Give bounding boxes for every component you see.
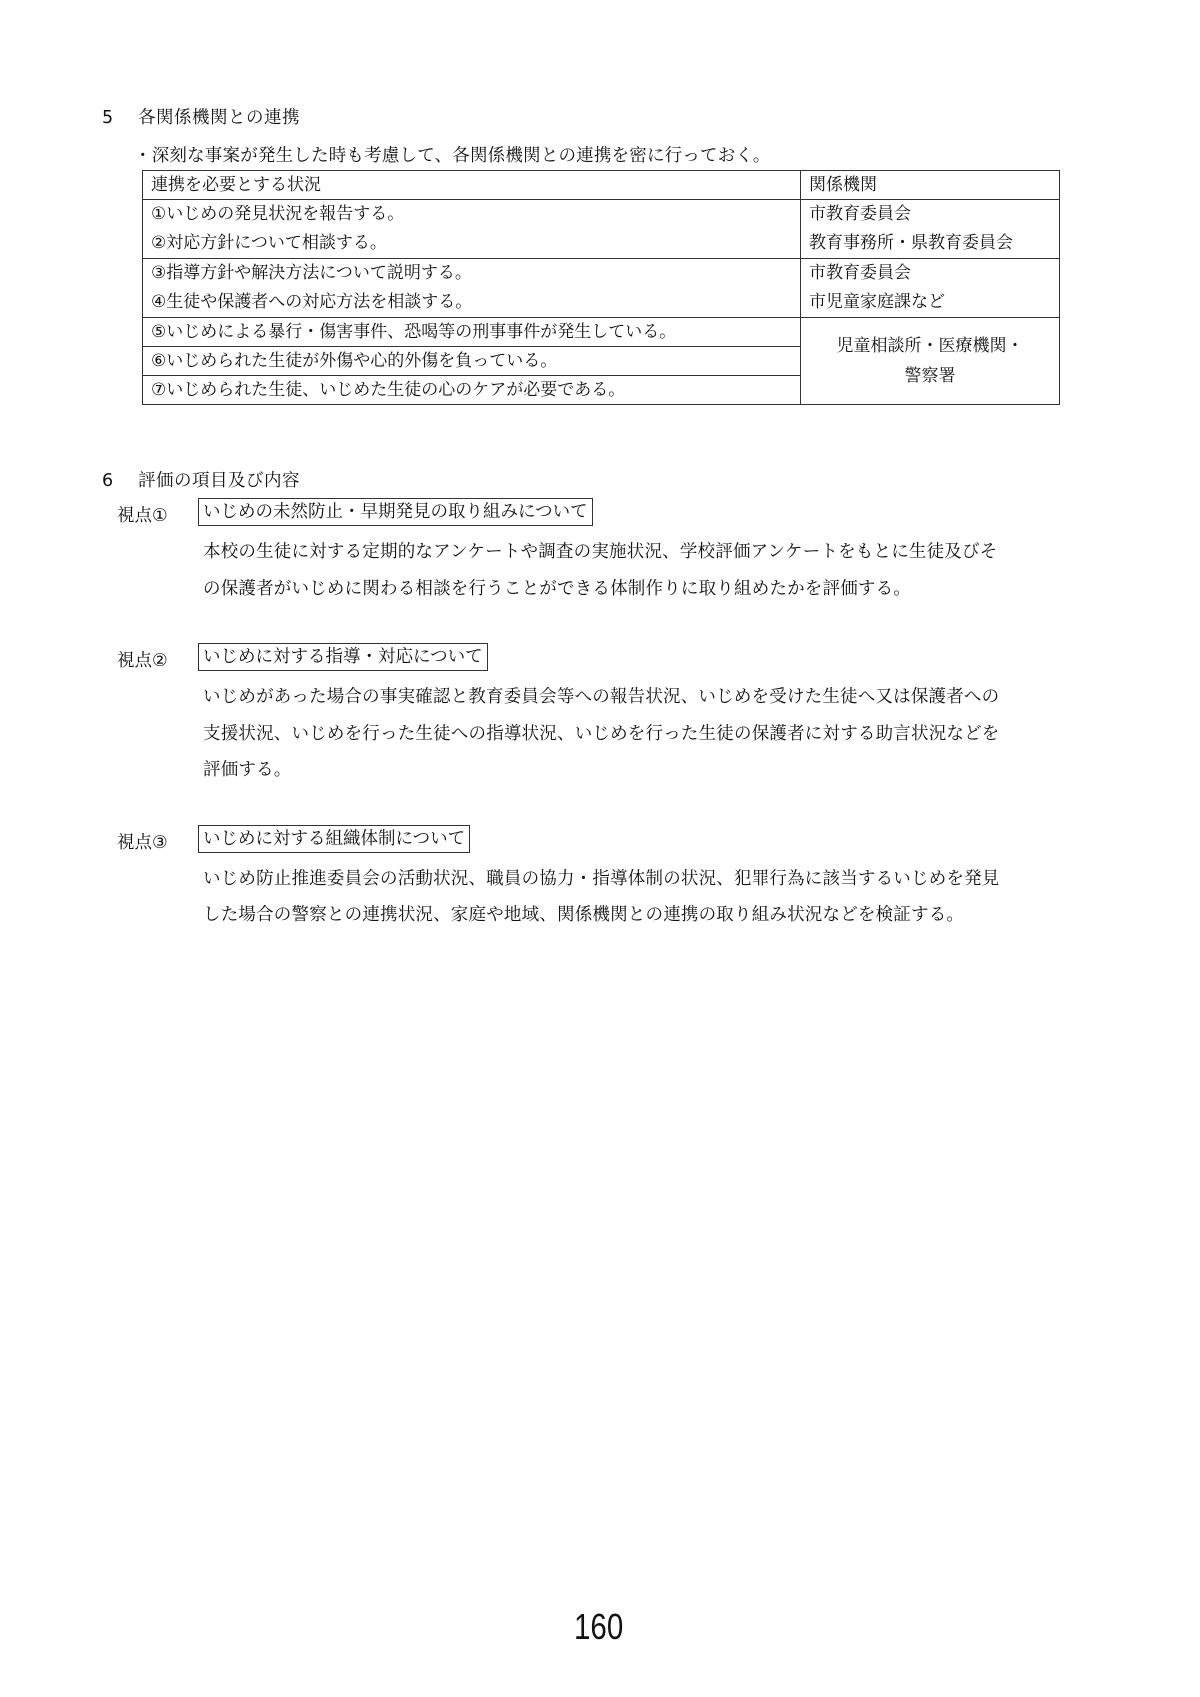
agency-item: 警察署: [904, 366, 956, 386]
situation-item: ⑥いじめられた生徒が外傷や心的外傷を負っている。: [143, 347, 801, 376]
situation-cell: [143, 200, 801, 259]
table-row: [143, 318, 1060, 347]
section-5-title: 各関係機関との連携: [138, 108, 300, 128]
viewpoint-3-line: した場合の警察との連携状況、家庭や地域、関係機関との連携の取り組み状況などを検証する。: [203, 905, 965, 925]
liaison-table: [142, 170, 1060, 405]
table-header-row: [143, 171, 1060, 200]
situation-item: ③指導方針や解決方法について説明する。: [151, 263, 472, 283]
situation-item: ①いじめの発見状況を報告する。: [151, 204, 405, 224]
viewpoint-1-line: の保護者がいじめに関わる相談を行うことができる体制作りに取り組めたかを評価する。: [203, 579, 911, 599]
viewpoint-2-line: 支援状況、いじめを行った生徒への指導状況、いじめを行った生徒の保護者に対する助言状況などを: [203, 724, 1000, 744]
agency-item: 市教育委員会: [809, 263, 911, 283]
viewpoint-2-line: 評価する。: [203, 760, 292, 780]
situation-item: ⑦いじめられた生徒、いじめた生徒の心のケアが必要である。: [143, 376, 801, 405]
viewpoint-3-label: 視点③: [117, 833, 168, 853]
viewpoint-1-label: 視点①: [117, 506, 168, 526]
viewpoint-3-topic: いじめに対する組織体制について: [198, 825, 470, 853]
header-agency: 関係機関: [801, 171, 1060, 200]
page-number: 160: [574, 1606, 624, 1647]
viewpoint-1-topic: いじめの未然防止・早期発見の取り組みについて: [198, 498, 593, 526]
situation-item: ④生徒や保護者への対応方法を相談する。: [151, 292, 473, 312]
agency-item: 児童相談所・医療機関・: [836, 336, 1024, 356]
agency-item: 教育事務所・県教育委員会: [809, 233, 1013, 253]
agency-cell: [801, 318, 1060, 405]
agency-cell: [801, 259, 1060, 318]
agency-item: 市教育委員会: [809, 204, 911, 224]
header-situation: 連携を必要とする状況: [143, 171, 801, 200]
situation-item: ⑤いじめによる暴行・傷害事件、恐喝等の刑事事件が発生している。: [143, 318, 801, 347]
situation-item: ②対応方針について相談する。: [151, 233, 387, 253]
viewpoint-3-line: いじめ防止推進委員会の活動状況、職員の協力・指導体制の状況、犯罪行為に該当するいじめを発見: [203, 869, 1000, 889]
table-row: [143, 200, 1060, 259]
section-5-note: ・深刻な事案が発生した時も考慮して、各関係機関との連携を密に行っておく。: [134, 146, 771, 166]
situation-cell: [143, 259, 801, 318]
viewpoint-2-topic: いじめに対する指導・対応について: [198, 643, 488, 671]
section-6-heading: [102, 467, 300, 492]
section-5-heading: [102, 104, 300, 129]
section-5-number: 5: [102, 108, 114, 128]
viewpoint-2-label: 視点②: [117, 651, 168, 671]
table-row: [143, 259, 1060, 318]
agency-item: 市児童家庭課など: [809, 292, 945, 312]
viewpoint-2-line: いじめがあった場合の事実確認と教育委員会等への報告状況、いじめを受けた生徒へ又は保護者への: [203, 687, 1000, 707]
viewpoint-1-line: 本校の生徒に対する定期的なアンケートや調査の実施状況、学校評価アンケートをもとに生徒及びそ: [203, 542, 998, 562]
section-6-number: 6: [102, 471, 114, 491]
section-6-title: 評価の項目及び内容: [138, 471, 300, 491]
agency-cell: [801, 200, 1060, 259]
